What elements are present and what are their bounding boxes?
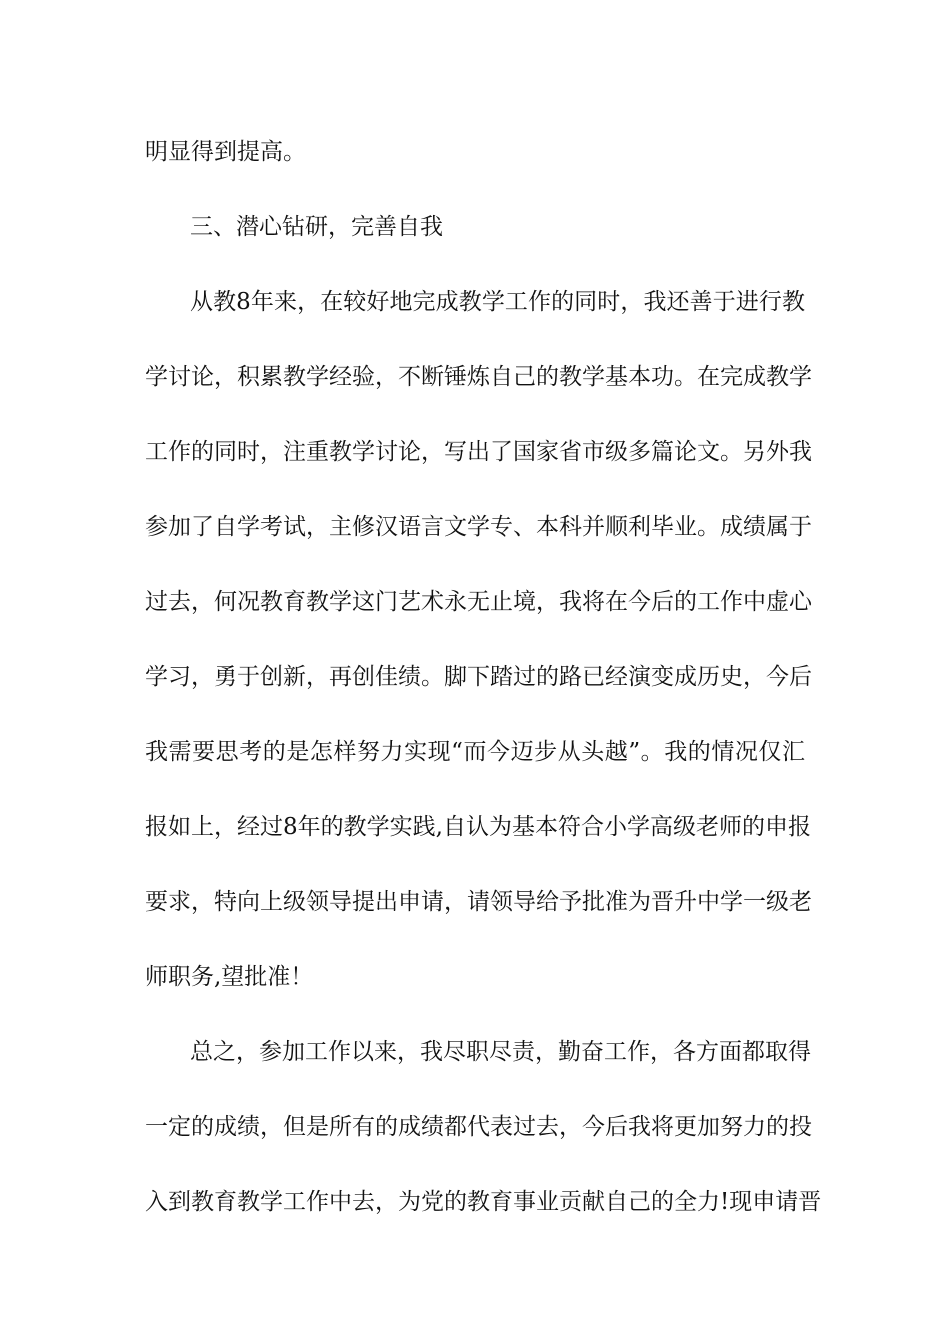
paragraph-line: 总之，参加工作以来，我尽职尽责，勤奋工作，各方面都取得 xyxy=(190,1039,811,1065)
paragraph-line: 参加了自学考试，主修汉语言文学专、本科并顺利毕业。成绩属于 xyxy=(145,514,812,540)
paragraph-line: 要求，特向上级领导提出申请，请领导给予批准为晋升中学一级老 xyxy=(145,889,812,915)
paragraph-line: 学讨论，积累教学经验，不断锤炼自己的教学基本功。在完成教学 xyxy=(145,364,812,390)
paragraph-line: 工作的同时，注重教学讨论，写出了国家省市级多篇论文。另外我 xyxy=(145,439,812,465)
paragraph-line: 一定的成绩，但是所有的成绩都代表过去，今后我将更加努力的投 xyxy=(145,1114,812,1140)
paragraph-line: 报如上，经过8年的教学实践,自认为基本符合小学高级老师的申报 xyxy=(145,814,811,840)
section-heading: 三、潜心钻研，完善自我 xyxy=(190,214,443,240)
paragraph-line: 过去，何况教育教学这门艺术永无止境，我将在今后的工作中虚心 xyxy=(145,589,812,615)
paragraph-line: 入到教育教学工作中去，为党的教育事业贡献自己的全力!现申请晋 xyxy=(145,1189,822,1215)
paragraph-line: 从教8年来，在较好地完成教学工作的同时，我还善于进行教 xyxy=(190,289,805,315)
paragraph-line: 学习，勇于创新，再创佳绩。脚下踏过的路已经演变成历史，今后 xyxy=(145,664,812,690)
paragraph-line: 明显得到提高。 xyxy=(145,139,306,165)
paragraph-line: 师职务,望批准！ xyxy=(145,964,314,990)
paragraph-line: 我需要思考的是怎样努力实现“而今迈步从头越”。我的情况仅汇 xyxy=(145,739,805,765)
